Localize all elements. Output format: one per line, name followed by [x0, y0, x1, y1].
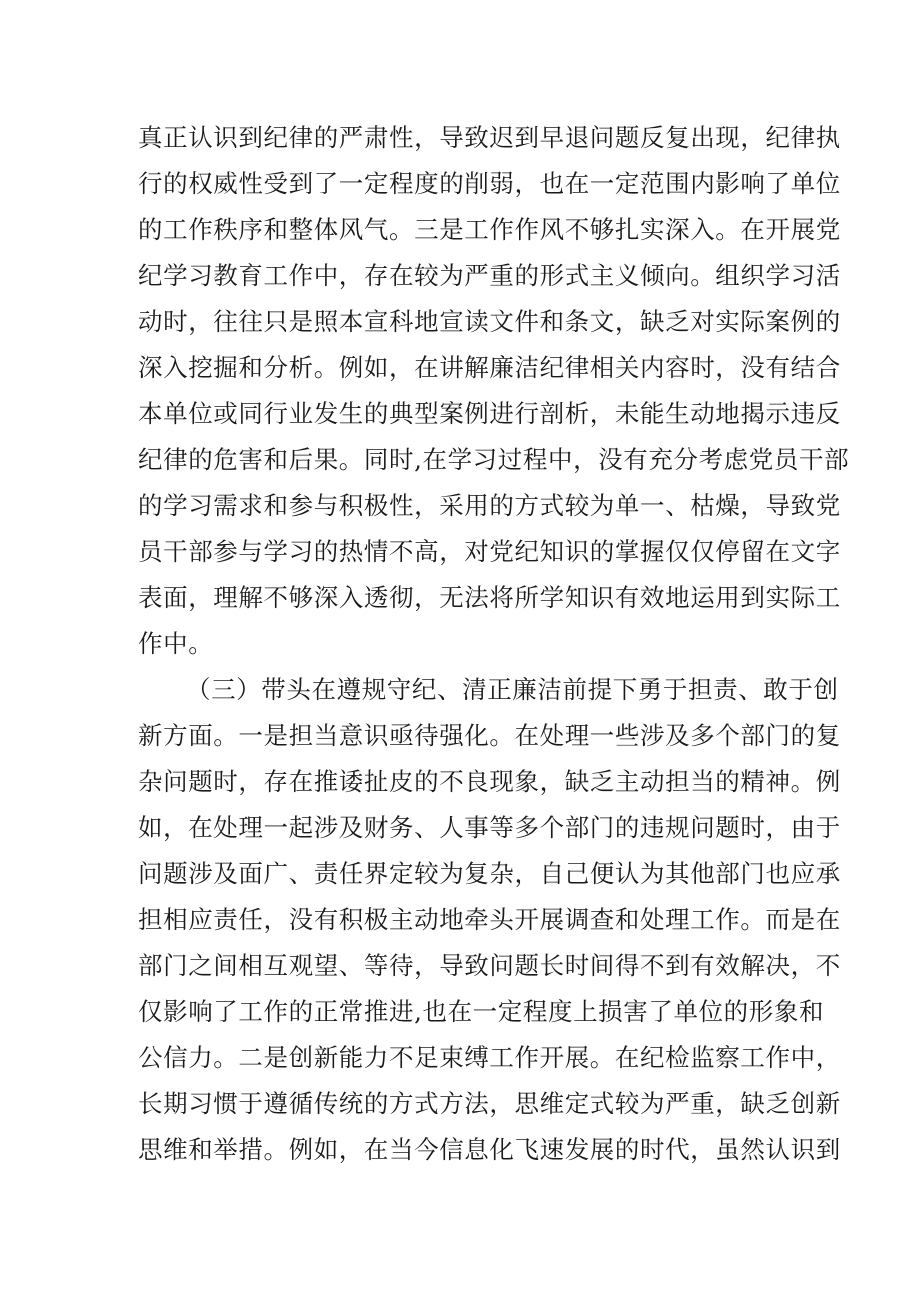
- text-line-16: 如，在处理一起涉及财务、人事等多个部门的违规问题时，由于: [138, 813, 841, 842]
- text-line-12: 作中。: [138, 629, 214, 658]
- text-line-5: 动时，往往只是照本宣科地宣读文件和条文，缺乏对实际案例的: [138, 307, 841, 336]
- text-line-4: 纪学习教育工作中，存在较为严重的形式主义倾向。组织学习活: [138, 261, 841, 290]
- text-line-15: 杂问题时，存在推诿扯皮的不良现象，缺乏主动担当的精神。例: [138, 767, 841, 796]
- text-line-22: 长期习惯于遵循传统的方式方法，思维定式较为严重，缺乏创新: [138, 1089, 841, 1118]
- text-line-3: 的工作秩序和整体风气。三是工作作风不够扎实深入。在开展党: [138, 215, 841, 244]
- text-line-23: 思维和举措。例如，在当今信息化飞速发展的时代，虽然认识到: [138, 1135, 841, 1164]
- text-line-10: 员干部参与学习的热情不高，对党纪知识的掌握仅仅停留在文字: [138, 537, 841, 566]
- text-line-21: 公信力。二是创新能力不足束缚工作开展。在纪检监察工作中，: [138, 1043, 841, 1072]
- text-line-19: 部门之间相互观望、等待，导致问题长时间得不到有效解决，不: [138, 951, 841, 980]
- text-line-1: 真正认识到纪律的严肃性，导致迟到早退问题反复出现，纪律执: [138, 123, 841, 152]
- text-line-14: 新方面。一是担当意识亟待强化。在处理一些涉及多个部门的复: [138, 721, 841, 750]
- text-line-7: 本单位或同行业发生的典型案例进行剖析，未能生动地揭示违反: [138, 399, 841, 428]
- text-line-11: 表面，理解不够深入透彻，无法将所学知识有效地运用到实际工: [138, 583, 841, 612]
- text-line-8: 纪律的危害和后果。同时,在学习过程中，没有充分考虑党员干部: [138, 445, 850, 474]
- text-line-9: 的学习需求和参与积极性，采用的方式较为单一、枯燥，导致党: [138, 491, 841, 520]
- text-line-18: 担相应责任，没有积极主动地牵头开展调查和处理工作。而是在: [138, 905, 841, 934]
- text-line-2: 行的权威性受到了一定程度的削弱，也在一定范围内影响了单位: [138, 169, 841, 198]
- section-heading-line: （三）带头在遵规守纪、清正廉洁前提下勇于担责、敢于创: [186, 675, 839, 704]
- text-line-6: 深入挖掘和分析。例如，在讲解廉洁纪律相关内容时，没有结合: [138, 353, 841, 382]
- text-line-17: 问题涉及面广、责任界定较为复杂，自己便认为其他部门也应承: [138, 859, 841, 888]
- text-line-20: 仅影响了工作的正常推进,也在一定程度上损害了单位的形象和: [138, 997, 825, 1026]
